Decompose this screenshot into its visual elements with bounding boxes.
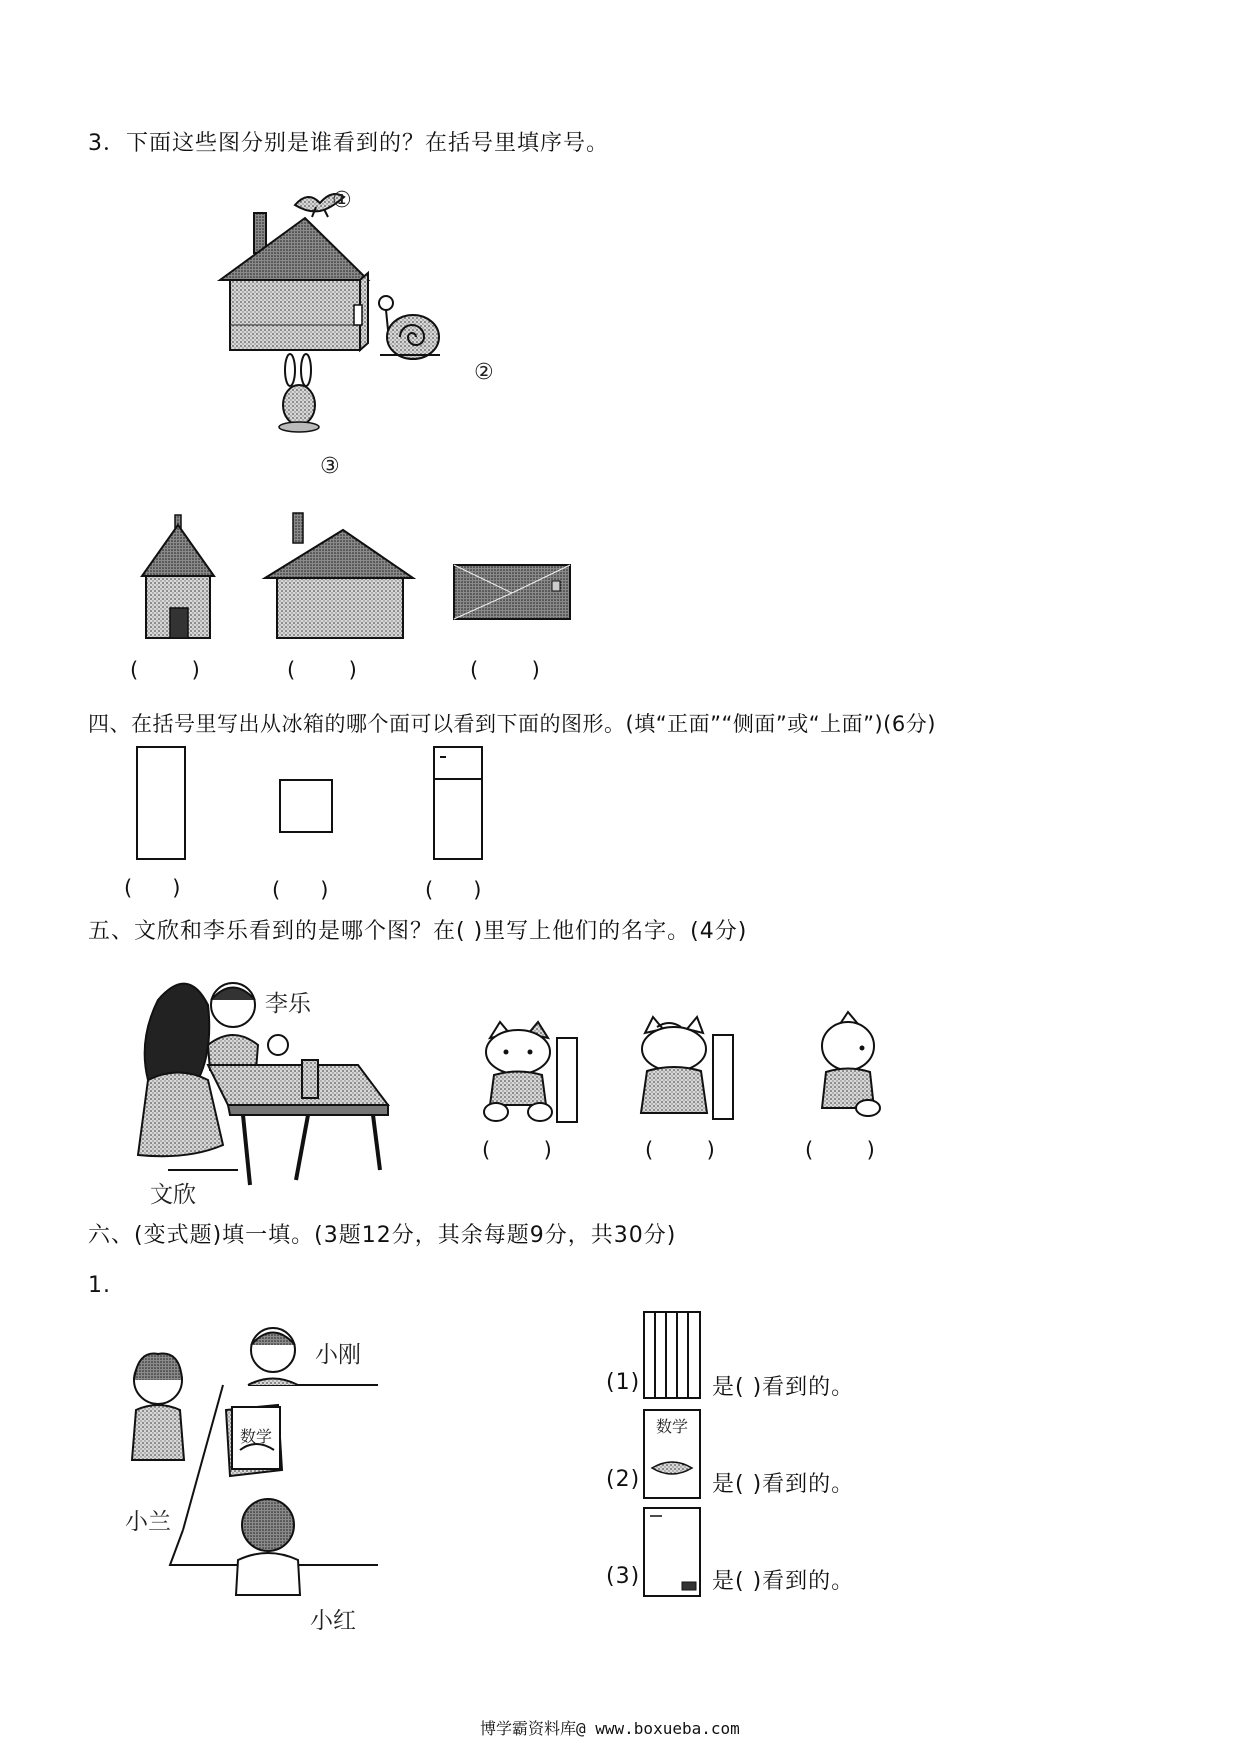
- q3-title: 3．下面这些图分别是谁看到的？在括号里填序号。: [88, 131, 609, 156]
- q6-item1-text[interactable]: 是( )看到的。: [712, 1375, 855, 1400]
- q4-blank-3[interactable]: ( ): [425, 878, 482, 902]
- wenxin-name-label: 文欣: [150, 1182, 196, 1208]
- q3-blank-2[interactable]: ( ): [287, 658, 357, 682]
- q3-blank-3[interactable]: ( ): [470, 658, 540, 682]
- q4-blank-2[interactable]: ( ): [272, 878, 329, 902]
- xiaogang-name-label: 小刚: [315, 1342, 361, 1368]
- q5-blank-1[interactable]: ( ): [482, 1138, 552, 1162]
- cat-view-front: [480, 1020, 580, 1125]
- book-spine-view: [642, 1310, 704, 1400]
- q4-blank-1[interactable]: ( ): [124, 876, 181, 900]
- q6-title: 六、(变式题)填一填。(3题12分，其余每题9分，共30分): [88, 1223, 677, 1248]
- q6-item2-number: (2): [606, 1467, 641, 1492]
- q6-sub1-number: 1.: [88, 1273, 111, 1298]
- xiaohong-name-label: 小红: [310, 1608, 356, 1634]
- book-cover-label: 数学: [656, 1417, 689, 1436]
- cat-view-side: [818, 1010, 888, 1120]
- q5-blank-2[interactable]: ( ): [645, 1138, 715, 1162]
- q3-blank-1[interactable]: ( ): [130, 658, 200, 682]
- q6-item2-text[interactable]: 是( )看到的。: [712, 1472, 855, 1497]
- bird-marker: ①: [332, 188, 352, 213]
- cat-view-back: [637, 1013, 737, 1123]
- book-back-view: [642, 1506, 704, 1598]
- q4-title: 四、在括号里写出从冰箱的哪个面可以看到下面的图形。(填“正面”“侧面”或“上面”)(6分): [88, 712, 936, 736]
- q6-item1-number: (1): [606, 1370, 641, 1395]
- view-rabbit-front: [265, 510, 415, 640]
- fridge-top-square: [278, 778, 334, 834]
- book-scene-label: 数学: [240, 1427, 273, 1446]
- q6-item3-text[interactable]: 是( )看到的。: [712, 1569, 855, 1594]
- q5-blank-3[interactable]: ( ): [805, 1138, 875, 1162]
- lile-name-label: 李乐: [265, 991, 311, 1017]
- rabbit-icon: [279, 354, 319, 432]
- fridge-front-tall-rect: [135, 745, 189, 861]
- fridge-front-doors: [432, 745, 486, 861]
- rabbit-marker: ③: [320, 454, 340, 479]
- view-snail-side: [138, 510, 218, 640]
- q6-item3-number: (3): [606, 1564, 641, 1589]
- footer-source: 博学霸资料库@ www.boxueba.com: [480, 1719, 740, 1738]
- snail-marker: ②: [474, 360, 494, 385]
- snail-icon: [379, 296, 440, 359]
- table-scene-illustration: [138, 970, 388, 1195]
- q5-title: 五、文欣和李乐看到的是哪个图？在( )里写上他们的名字。(4分): [88, 919, 748, 944]
- view-bird-top: [452, 563, 574, 623]
- xiaolan-name-label: 小兰: [125, 1509, 171, 1535]
